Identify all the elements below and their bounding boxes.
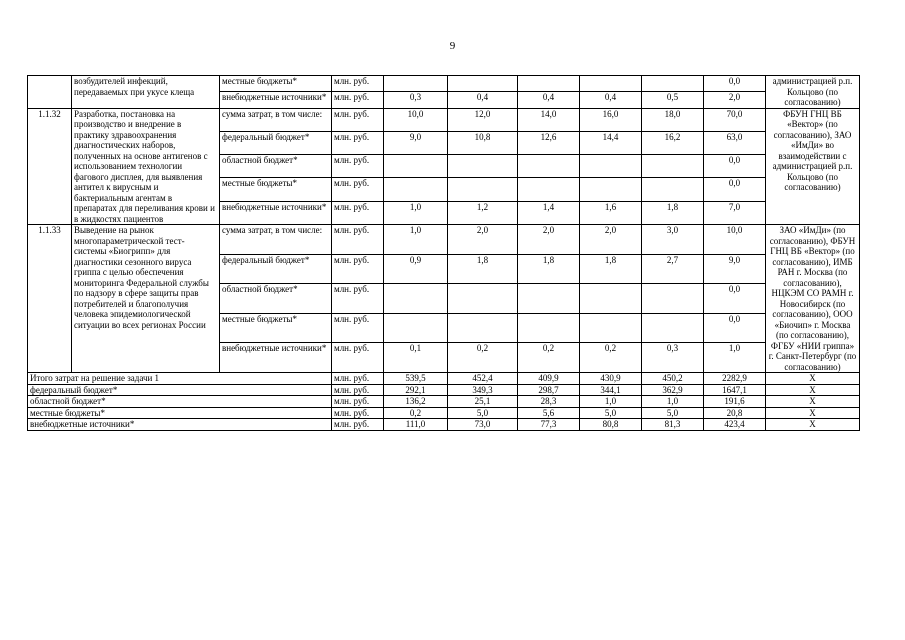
totals-row xyxy=(28,419,860,431)
total-value: 0,0 xyxy=(704,178,766,201)
funding-source: сумма затрат, в том числе: xyxy=(220,225,332,255)
year-value: 5,0 xyxy=(448,407,518,419)
unit-cell: млн. руб. xyxy=(332,108,384,131)
year-value: 80,8 xyxy=(580,419,642,431)
total-value: 0,0 xyxy=(704,313,766,343)
year-value: 10,8 xyxy=(448,131,518,154)
year-value xyxy=(642,284,704,314)
year-value: 5,6 xyxy=(518,407,580,419)
unit-cell: млн. руб. xyxy=(332,419,384,431)
year-value xyxy=(580,76,642,92)
year-value: 0,2 xyxy=(448,343,518,373)
year-value: 1,0 xyxy=(580,396,642,408)
item-number: 1.1.32 xyxy=(28,108,72,225)
year-value: 5,0 xyxy=(642,407,704,419)
unit-cell: млн. руб. xyxy=(332,407,384,419)
year-value xyxy=(580,313,642,343)
unit-cell: млн. руб. xyxy=(332,284,384,314)
year-value: 450,2 xyxy=(642,373,704,385)
funding-source: федеральный бюджет* xyxy=(220,131,332,154)
totals-row xyxy=(28,373,860,385)
year-value: 1,8 xyxy=(448,254,518,284)
year-value: 5,0 xyxy=(580,407,642,419)
year-value xyxy=(642,178,704,201)
year-value: 0,3 xyxy=(384,92,448,108)
year-value: 1,8 xyxy=(580,254,642,284)
year-value: 349,3 xyxy=(448,384,518,396)
item-number xyxy=(28,76,72,109)
totals-row xyxy=(28,407,860,419)
year-value: 1,0 xyxy=(384,225,448,255)
unit-cell: млн. руб. xyxy=(332,92,384,108)
year-value xyxy=(448,284,518,314)
year-value: 0,1 xyxy=(384,343,448,373)
unit-cell: млн. руб. xyxy=(332,155,384,178)
year-value: 0,2 xyxy=(384,407,448,419)
total-value: 2282,9 xyxy=(704,373,766,385)
year-value xyxy=(642,76,704,92)
year-value: 1,8 xyxy=(518,254,580,284)
x-mark: Х xyxy=(766,396,860,408)
year-value xyxy=(384,313,448,343)
page-number: 9 xyxy=(449,40,456,52)
year-value xyxy=(448,155,518,178)
year-value: 14,4 xyxy=(580,131,642,154)
year-value: 9,0 xyxy=(384,131,448,154)
funding-source: местные бюджеты* xyxy=(220,178,332,201)
year-value xyxy=(580,155,642,178)
year-value: 0,5 xyxy=(642,92,704,108)
year-value: 0,2 xyxy=(580,343,642,373)
totals-label: областной бюджет* xyxy=(28,396,332,408)
table-row xyxy=(28,76,860,92)
totals-label: Итого затрат на решение задачи 1 xyxy=(28,373,332,385)
unit-cell: млн. руб. xyxy=(332,343,384,373)
year-value xyxy=(518,155,580,178)
year-value: 0,3 xyxy=(642,343,704,373)
year-value: 1,8 xyxy=(642,201,704,224)
year-value xyxy=(384,284,448,314)
year-value: 344,1 xyxy=(580,384,642,396)
year-value: 0,4 xyxy=(518,92,580,108)
year-value: 12,6 xyxy=(518,131,580,154)
year-value: 1,0 xyxy=(384,201,448,224)
year-value: 2,0 xyxy=(580,225,642,255)
x-mark: Х xyxy=(766,384,860,396)
unit-cell: млн. руб. xyxy=(332,396,384,408)
year-value: 2,7 xyxy=(642,254,704,284)
unit-cell: млн. руб. xyxy=(332,131,384,154)
total-value: 9,0 xyxy=(704,254,766,284)
item-name: Разработка, постановка на производство и внедрение в практику здравоохранения диагностических наборов, полученных на основе антигенов с использованием технологии фагового дисплея, для выявления антител к вирусным и бактериальным агентам в препаратах для переливания крови и в жидкостях пациентов xyxy=(72,108,220,225)
executor: ЗАО «ИмДи» (по согласованию), ФБУН ГНЦ ВБ «Вектор» (по согласованию), ИМБ РАН г. Москва (по согласованию), НЦКЭМ СО РАМН г. Новосибирск (по согласованию), ООО «Биочип» г. Москва (по согласованию), ФГБУ «НИИ гриппа» г. Санкт-Петербург (по согласованию) xyxy=(766,225,860,373)
year-value xyxy=(448,76,518,92)
unit-cell: млн. руб. xyxy=(332,373,384,385)
year-value xyxy=(642,313,704,343)
funding-source: внебюджетные источники* xyxy=(220,92,332,108)
unit-cell: млн. руб. xyxy=(332,313,384,343)
unit-cell: млн. руб. xyxy=(332,76,384,92)
year-value: 292,1 xyxy=(384,384,448,396)
funding-source: сумма затрат, в том числе: xyxy=(220,108,332,131)
year-value xyxy=(384,155,448,178)
x-mark: Х xyxy=(766,419,860,431)
totals-row xyxy=(28,384,860,396)
year-value: 16,0 xyxy=(580,108,642,131)
budget-table xyxy=(27,75,860,431)
year-value xyxy=(448,178,518,201)
total-value: 10,0 xyxy=(704,225,766,255)
year-value: 16,2 xyxy=(642,131,704,154)
year-value: 25,1 xyxy=(448,396,518,408)
year-value xyxy=(448,313,518,343)
unit-cell: млн. руб. xyxy=(332,225,384,255)
year-value xyxy=(518,313,580,343)
total-value: 2,0 xyxy=(704,92,766,108)
year-value: 409,9 xyxy=(518,373,580,385)
funding-source: внебюджетные источники* xyxy=(220,343,332,373)
funding-source: областной бюджет* xyxy=(220,155,332,178)
item-number: 1.1.33 xyxy=(28,225,72,373)
funding-source: внебюджетные источники* xyxy=(220,201,332,224)
year-value: 1,0 xyxy=(642,396,704,408)
totals-label: внебюджетные источники* xyxy=(28,419,332,431)
unit-cell: млн. руб. xyxy=(332,178,384,201)
year-value: 430,9 xyxy=(580,373,642,385)
year-value: 18,0 xyxy=(642,108,704,131)
total-value: 20,8 xyxy=(704,407,766,419)
total-value: 0,0 xyxy=(704,76,766,92)
total-value: 191,6 xyxy=(704,396,766,408)
year-value: 136,2 xyxy=(384,396,448,408)
year-value: 2,0 xyxy=(448,225,518,255)
year-value xyxy=(642,155,704,178)
year-value: 81,3 xyxy=(642,419,704,431)
x-mark: Х xyxy=(766,407,860,419)
total-value: 1647,1 xyxy=(704,384,766,396)
year-value: 539,5 xyxy=(384,373,448,385)
funding-source: местные бюджеты* xyxy=(220,76,332,92)
year-value xyxy=(580,284,642,314)
x-mark: Х xyxy=(766,373,860,385)
table-row xyxy=(28,225,860,255)
year-value: 10,0 xyxy=(384,108,448,131)
executor: ФБУН ГНЦ ВБ «Вектор» (по согласованию), ЗАО «ИмДи» во взаимодействии с администрацией р.п. Кольцово (по согласованию) xyxy=(766,108,860,225)
total-value: 423,4 xyxy=(704,419,766,431)
year-value: 0,2 xyxy=(518,343,580,373)
unit-cell: млн. руб. xyxy=(332,254,384,284)
year-value: 362,9 xyxy=(642,384,704,396)
year-value: 0,4 xyxy=(580,92,642,108)
year-value: 298,7 xyxy=(518,384,580,396)
year-value xyxy=(580,178,642,201)
year-value: 28,3 xyxy=(518,396,580,408)
totals-label: местные бюджеты* xyxy=(28,407,332,419)
year-value: 1,6 xyxy=(580,201,642,224)
item-name: Выведение на рынок многопараметрической тест-системы «Биогрипп» для диагностики сезонного вируса гриппа с целью обеспечения мониторинга Федеральной службы по надзору в сфере защиты прав потребителей и благополучия человека эпидемиологической ситуации во всех регионах России xyxy=(72,225,220,373)
executor: администрацией р.п. Кольцово (по согласованию) xyxy=(766,76,860,109)
total-value: 1,0 xyxy=(704,343,766,373)
year-value xyxy=(384,178,448,201)
total-value: 0,0 xyxy=(704,284,766,314)
year-value xyxy=(518,178,580,201)
table-row xyxy=(28,108,860,131)
funding-source: областной бюджет* xyxy=(220,284,332,314)
year-value: 3,0 xyxy=(642,225,704,255)
year-value xyxy=(518,76,580,92)
unit-cell: млн. руб. xyxy=(332,201,384,224)
year-value: 73,0 xyxy=(448,419,518,431)
total-value: 63,0 xyxy=(704,131,766,154)
year-value: 0,4 xyxy=(448,92,518,108)
year-value: 0,9 xyxy=(384,254,448,284)
total-value: 0,0 xyxy=(704,155,766,178)
totals-label: федеральный бюджет* xyxy=(28,384,332,396)
year-value: 1,4 xyxy=(518,201,580,224)
total-value: 70,0 xyxy=(704,108,766,131)
totals-row xyxy=(28,396,860,408)
year-value: 12,0 xyxy=(448,108,518,131)
year-value: 1,2 xyxy=(448,201,518,224)
year-value: 452,4 xyxy=(448,373,518,385)
total-value: 7,0 xyxy=(704,201,766,224)
unit-cell: млн. руб. xyxy=(332,384,384,396)
year-value xyxy=(384,76,448,92)
item-name: возбудителей инфекций, передаваемых при укусе клеща xyxy=(72,76,220,109)
year-value: 2,0 xyxy=(518,225,580,255)
year-value: 77,3 xyxy=(518,419,580,431)
year-value: 14,0 xyxy=(518,108,580,131)
funding-source: федеральный бюджет* xyxy=(220,254,332,284)
year-value xyxy=(518,284,580,314)
year-value: 111,0 xyxy=(384,419,448,431)
funding-source: местные бюджеты* xyxy=(220,313,332,343)
